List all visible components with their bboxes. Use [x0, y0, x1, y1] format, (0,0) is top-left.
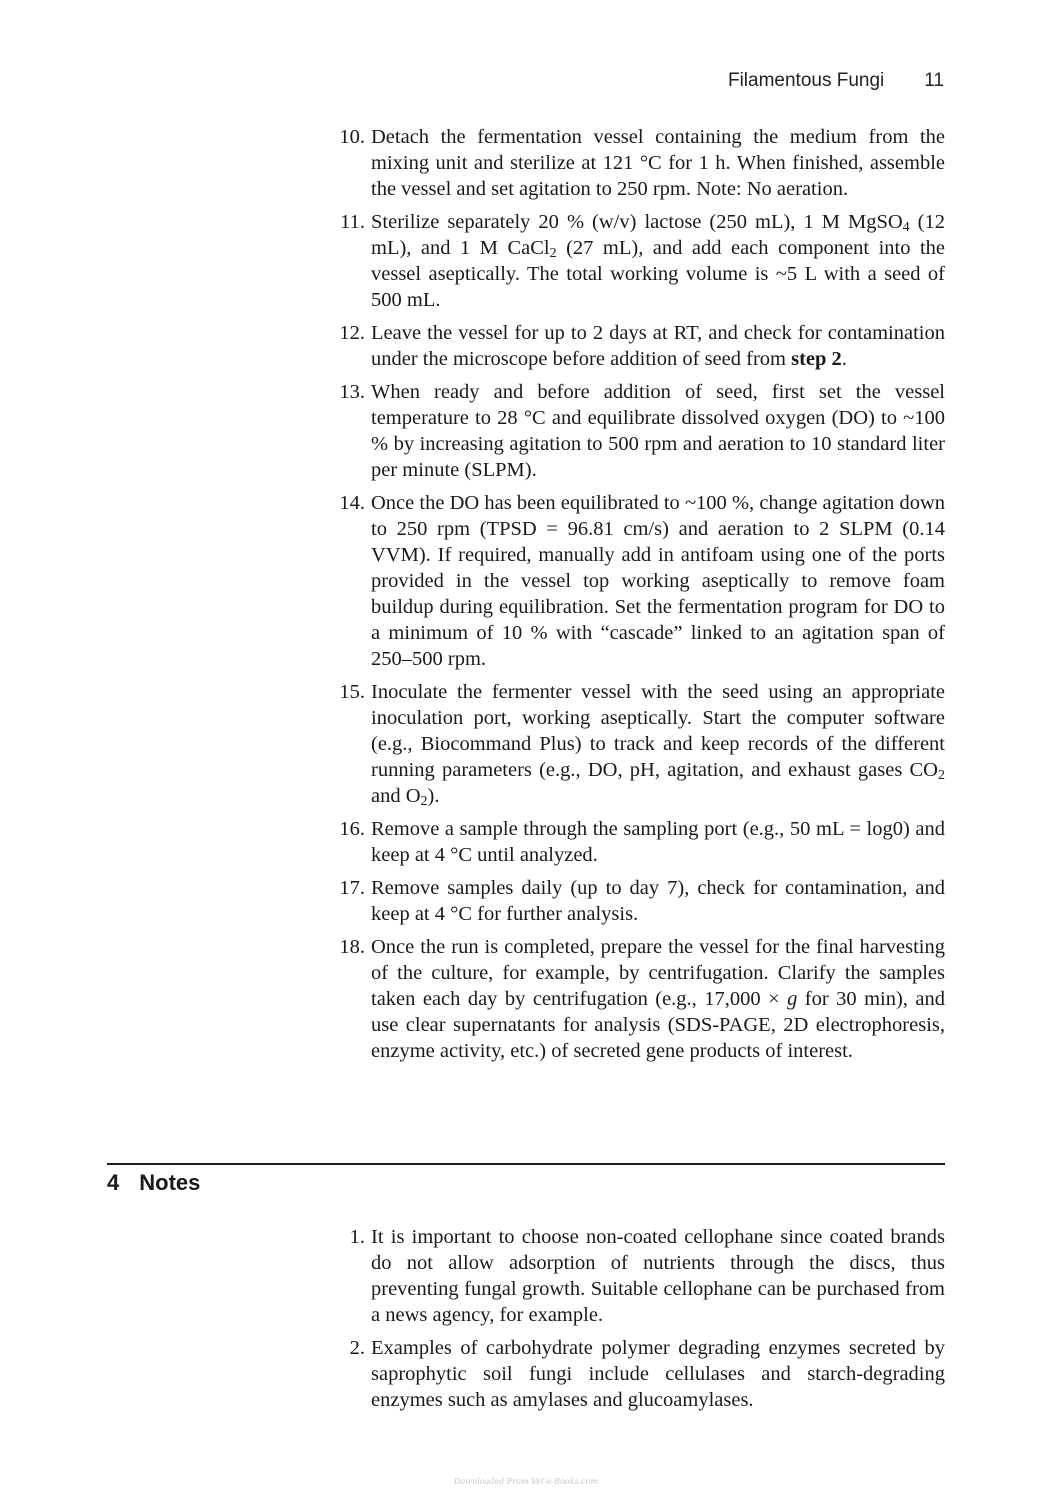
- step-text: Detach the fermentation vessel containing the medium from the mixing unit and sterilize at 121 °C for 1 h. When finished, assemble the vessel and set agitation to 250 rpm. Note: No aeration.: [371, 126, 945, 200]
- step-number: 15.: [339, 681, 365, 703]
- running-head: [728, 70, 944, 92]
- step-text: Inoculate the fermenter vessel with the seed using an appropriate inoculation port, working aseptically. Start the computer software (e.g., Biocommand Plus) to track and keep records of the different running parameters (e.g., DO, pH, agitation, and exhaust gases $CO_2$ and $O_2$).: [371, 681, 945, 809]
- list-item: [329, 379, 945, 483]
- note-text: Examples of carbohydrate polymer degrading enzymes secreted by saprophytic soil fungi include cellulases and starch-degrading enzymes such as amylases and glucoamylases.: [371, 1337, 945, 1411]
- list-item: [329, 934, 945, 1064]
- list-item: [329, 320, 945, 372]
- step-text: Once the DO has been equilibrated to ~100 %, change agitation down to 250 rpm (TPSD = 96.81 cm/s) and aeration to 2 SLPM (0.14 VVM). If required, manually add in antifoam using one of the ports provided in the vessel top working aseptically to remove foam buildup during equilibration. Set the fermentation program for DO to a minimum of 10 % with “cascade” linked to an agitation span of 250–500 rpm.: [371, 492, 945, 670]
- procedure-steps: [329, 124, 945, 1071]
- list-item: [329, 1224, 945, 1328]
- running-title: Filamentous Fungi: [727, 70, 885, 91]
- note-text: It is important to choose non-coated cellophane since coated brands do not allow adsorption of nutrients through the discs, thus preventing fungal growth. Suitable cellophane can be purchased from a news agency, for example.: [371, 1226, 945, 1326]
- step-number: 11.: [340, 211, 365, 233]
- notes-list: [329, 1224, 945, 1420]
- list-item: [329, 1335, 945, 1413]
- step-text: Leave the vessel for up to 2 days at RT, and check for contamination under the microscope before addition of seed from step 2.: [371, 322, 945, 370]
- watermark: Downloaded From Vet-e-Books.com: [453, 1477, 599, 1486]
- note-number: 2.: [349, 1337, 365, 1359]
- step-reference: step 2: [791, 348, 842, 370]
- step-text: Sterilize separately 20 % (w/v) lactose (250 mL), 1 M MgSO$_4$ (12 mL), and 1 M CaCl$_2$ (27 mL), and add each component into the vessel aseptically. The total working volume is ~5 L with a seed of 500 mL.: [371, 211, 946, 311]
- section-rule: [107, 1163, 945, 1165]
- list-item: [329, 490, 945, 672]
- section-title: Notes: [139, 1170, 201, 1195]
- note-number: 1.: [349, 1226, 365, 1248]
- step-number: 13.: [339, 381, 365, 403]
- page-number: 11: [924, 70, 944, 91]
- step-text: Remove a sample through the sampling port (e.g., 50 mL = log0) and keep at 4 °C until analyzed.: [371, 818, 945, 866]
- list-item: [329, 209, 945, 313]
- list-item: [329, 816, 945, 868]
- list-item: [329, 679, 945, 809]
- step-number: 12.: [339, 322, 365, 344]
- list-item: [329, 875, 945, 927]
- step-text: Once the run is completed, prepare the vessel for the final harvesting of the culture, for example, by centrifugation. Clarify the samples taken each day by centrifugation (e.g., 17,000 × g for 30 min), and use clear supernatants for analysis (SDS-PAGE, 2D electrophoresis, enzyme activity, etc.) of secreted gene products of interest.: [371, 936, 945, 1062]
- list-item: [329, 124, 945, 202]
- step-text: Remove samples daily (up to day 7), check for contamination, and keep at 4 °C for further analysis.: [371, 877, 945, 925]
- step-number: 17.: [339, 877, 365, 899]
- step-text: When ready and before addition of seed, first set the vessel temperature to 28 °C and equilibrate dissolved oxygen (DO) to ~100 % by increasing agitation to 500 rpm and aeration to 10 standard liter per minute (SLPM).: [371, 381, 945, 481]
- step-number: 10.: [339, 126, 365, 148]
- section-heading: [107, 1170, 200, 1196]
- step-number: 18.: [339, 936, 365, 958]
- section-number: 4: [107, 1170, 120, 1195]
- step-number: 14.: [339, 492, 365, 514]
- step-number: 16.: [339, 818, 365, 840]
